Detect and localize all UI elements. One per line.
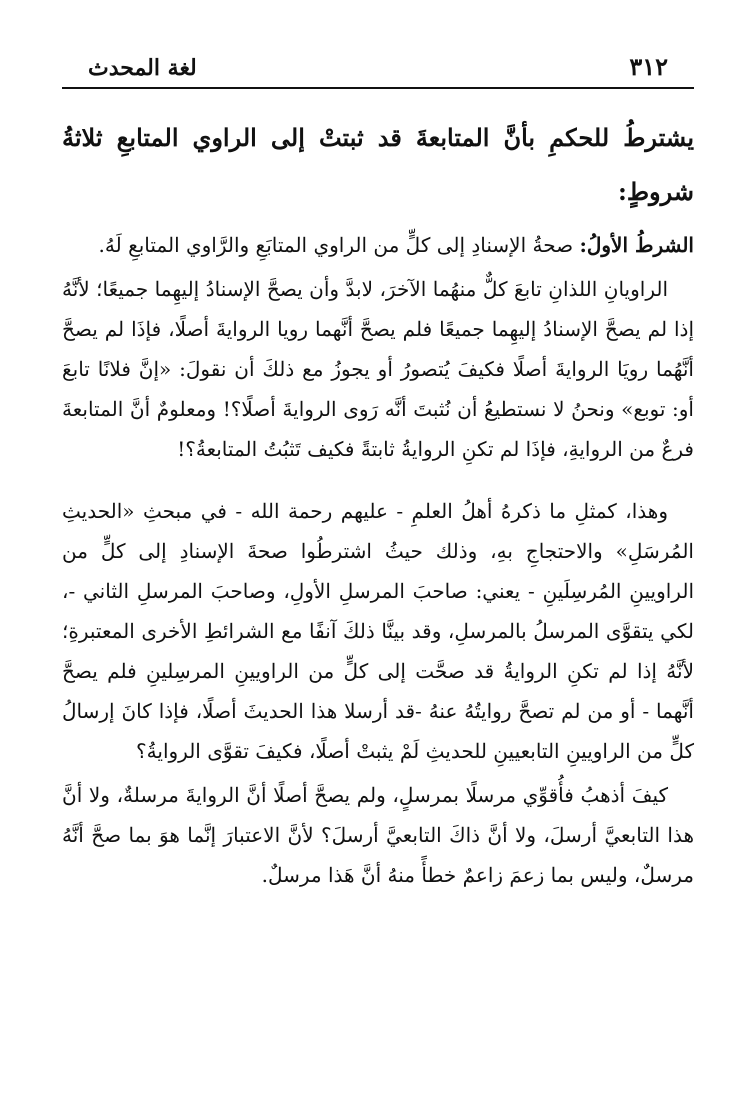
section-heading: يشترطُ للحكمِ بأنَّ المتابعةَ قد ثبتتْ إلى الراوي المتابعِ ثلاثةُ شروطٍ:	[62, 123, 694, 206]
book-title: لغة المحدث	[88, 55, 197, 81]
condition-one-label: الشرطُ الأولُ:	[579, 233, 694, 257]
body-paragraph-3	[62, 775, 694, 895]
body-paragraph-3-text: كيفَ أذهبُ فأُقوِّي مرسلًا بمرسلٍ، ولم يصحَّ أصلًا أنَّ الروايةَ مرسلةٌ، ولا أنَّ هذا التابعيَّ أرسلَ، ولا أنَّ ذاكَ التابعيَّ أرسلَ؟ لأنَّ الاعتبارَ إنَّما هوَ بما صحَّ أنَّهُ مرسلٌ، وليس بما زعمَ زاعمٌ خطأً منهُ أنَّ هَذا مرسلٌ.	[62, 783, 694, 887]
condition-one-paragraph	[62, 225, 694, 265]
body-paragraph-1-text: الراويانِ اللذانِ تابعَ كلٌّ منهُما الآخرَ، لابدَّ وأن يصحَّ الإسنادُ إليهِما جميعًا؛ لأنَّهُ إذا لم يصحَّ الإسنادُ إليهِما جميعًا فلم يصحَّ أنَّهما رويا الروايةَ أصلًا، فإذَا لم يصحَّ أنَّهُما رويَا الروايةَ أصلًا فكيفَ يُتصورُ أو يجوزُ مع ذلكَ أن نقولَ: «إنَّ فلانًا تابعَ أو: توبع» ونحنُ لا نستطيعُ أن نُثبتَ أنَّه رَوى الروايةَ أصلًا؟! ومعلومٌ أنَّ المتابعةَ فرعٌ من الروايةِ، فإذَا لم تكنِ الروايةُ ثابتةً فكيف تَثبُتُ المتابعةُ؟!	[62, 277, 694, 461]
body-paragraph-1	[62, 269, 694, 469]
body-paragraph-2	[62, 491, 694, 771]
page-number: ٣١٢	[629, 52, 668, 81]
running-header	[62, 52, 694, 89]
condition-one-text: صحةُ الإسنادِ إلى كلٍّ من الراوي المتابَعِ والرَّاوي المتابعِ لَهُ.	[98, 233, 574, 257]
body-paragraph-2-text: وهذا، كمثلِ ما ذكرهُ أهلُ العلمِ - عليهم رحمة الله - في مبحثِ «الحديثِ المُرسَلِ» والاحتجاجِ بهِ، وذلك حيثُ اشترطُوا صحةَ الإسنادِ إلى كلٍّ من الراويينِ المُرسِلَينِ - يعني: صاحبَ المرسلِ الأولِ، وصاحبَ المرسلِ الثاني -، لكي يتقوَّى المرسلُ بالمرسلِ، وقد بينَّا ذلكَ آنفًا مع الشرائطِ الأخرى المعتبرةِ؛ لأنَّهُ إذا لم تكنِ الروايةُ قد صحَّت إلى كلٍّ من الراويينِ المرسِلينِ فلم يصحَّ أنَّهما - أو من لم تصحَّ روايتُهُ عنهُ -قد أرسلا هذا الحديثَ أصلًا، فإذا كانَ إرسالُ كلٍّ من الراويينِ التابعيينِ للحديثِ لَمْ يثبتْ أصلًا، فكيفَ تقوَّى الروايةُ؟	[62, 499, 694, 763]
